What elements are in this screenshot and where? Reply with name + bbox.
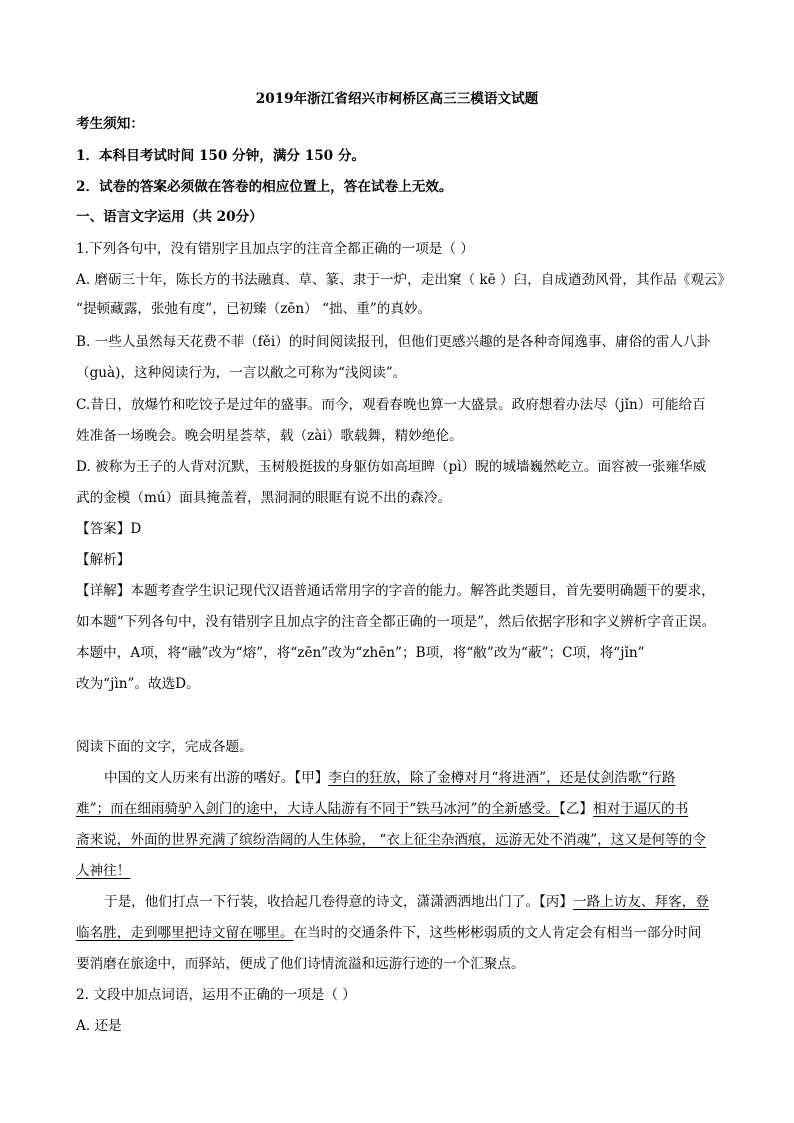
passage-p1-line-1 [104,769,675,787]
question-2-stem: 2. 文段中加点词语，运用不正确的一项是（ ） [76,987,356,1003]
passage-underlined-text: 临名胜，走到哪里把诗文留在哪里。 [76,925,294,941]
passage-underlined-text: 李白的狂放，除了金樽对月“将进酒”，还是仗剑浩歌“行路 [328,770,676,786]
passage-text: 【乙】 [559,801,594,817]
q1-detail-line-2: 如本题“下列各句中，没有错别字且加点字的注音全都正确的一项是”，然后依据字形和字义辨析字音正误。 [76,614,716,630]
notice-heading: 考生须知： [76,116,144,132]
passage-p1-line-4: 人神往！ [76,863,131,879]
question-1-stem: 1.下列各句中，没有错别字且加点字的注音全都正确的一项是（ ） [76,241,474,257]
passage-underlined-text: 相对于逼仄的书 [593,801,689,817]
q1-option-c-line-2: 姓准备一场晚会。晚会明星荟萃，载（zài）歌载舞，精妙绝伦。 [76,428,463,444]
passage-p2-line-3: 要消磨在旅途中，而驿站，便成了他们诗情流溢和远游行迹的一个汇聚点。 [76,956,525,972]
notice-item-2: 2．试卷的答案必须做在答卷的相应位置上，答在试卷上无效。 [76,179,453,195]
passage-underlined-text: 一路上访友、拜客，登 [572,894,709,910]
passage-underlined-text: 难”；而在细雨骑驴入剑门的途中，大诗人陆游有不同于“铁马冰河”的全新感受。 [76,801,560,817]
q1-option-a-line-2: “提顿藏露，张弛有度”，已初臻（zēn） “拙、重”的真妙。 [76,301,432,317]
page-title: 2019年浙江省绍兴市柯桥区高三三模语文试题 [255,91,539,107]
q1-option-b-line-2: （guà)，这种阅读行为，一言以敝之可称为“浅阅读”。 [76,365,407,381]
q1-option-d-line-1: D. 被称为王子的人背对沉默，玉树般挺拔的身躯仿如高垣睥（pì）睨的城墙巍然屹立。面容被一张雍华威 [76,459,707,475]
q1-option-a-line-1: A. 磨砺三十年，陈长方的书法融真、草、篆、隶于一炉，走出窠（ kē ）臼，自成遒劲风骨，其作品《观云》 [76,272,732,288]
q1-analysis-label: 【解析】 [76,552,131,568]
passage-p1-line-2 [76,800,688,818]
q2-option-a: A. 还是 [76,1018,122,1034]
q1-detail-line-1: 【详解】本题考查学生识记现代汉语普通话常用字的字音的能力。解答此类题目，首先要明确题干的要求， [76,583,715,599]
passage-p2-line-1 [104,893,709,911]
q1-detail-line-4: 改为“jìn”。故选D。 [76,676,200,692]
reading-intro: 阅读下面的文字，完成各题。 [76,739,253,755]
q1-option-b-line-1: B. 一些人虽然每天花费不菲（fěi）的时间阅读报刊，但他们更感兴趣的是各种奇闻逸事、庸俗的雷人八卦 [76,334,711,350]
passage-p2-line-2 [76,924,701,942]
notice-item-1: 1．本科目考试时间 150 分钟，满分 150 分。 [76,148,366,164]
section-heading: 一、语言文字运用（共 20分） [76,209,263,225]
q1-option-d-line-2: 武的金模（mú）面具掩盖着，黑洞洞的眼眶有说不出的森冷。 [76,490,452,506]
passage-text: 于是，他们打点一下行装，收拾起几卷得意的诗文，潇潇洒洒地出门了。【丙】 [104,894,573,910]
q1-detail-line-3: 本题中，A项，将“融”改为“熔”，将“zēn”改为“zhēn”；B项，将“敝”改为“蔽”；C项，将“jǐn” [76,645,645,661]
passage-text: 在当时的交通条件下，这些彬彬弱质的文人肯定会有相当一部分时间 [293,925,702,941]
passage-text: 中国的文人历来有出游的嗜好。【甲】 [104,770,329,786]
passage-p1-line-3: 斋来说，外面的世界充满了缤纷浩阔的人生体验， “衣上征尘杂酒痕，远游无处不消魂”，这又是何等的令 [76,832,706,848]
q1-answer: 【答案】D [76,521,142,537]
q1-option-c-line-1: C.昔日，放爆竹和吃饺子是过年的盛事。而今，观看春晚也算一大盛景。政府想着办法尽（jǐn）可能给百 [76,397,706,413]
